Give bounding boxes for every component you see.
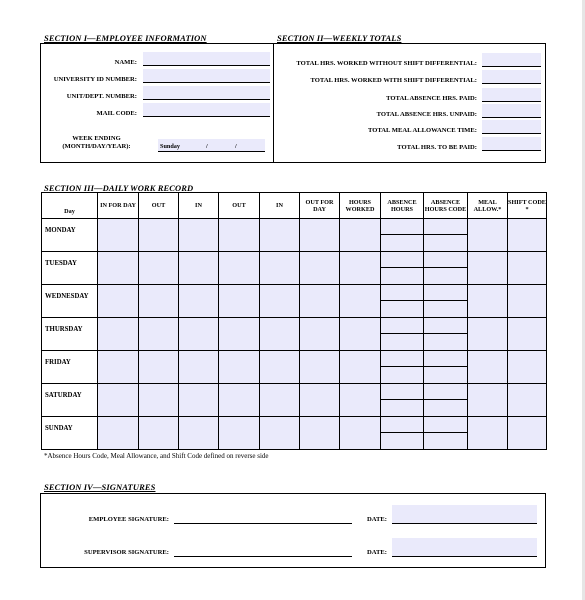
university-id-field[interactable] [143, 69, 270, 83]
week-ending-field[interactable] [158, 139, 265, 152]
in-3-cell[interactable] [260, 285, 300, 318]
out-1-cell[interactable] [139, 285, 179, 318]
section1-title: SECTION I—EMPLOYEE INFORMATION [44, 33, 207, 43]
absence-hours-code-line-1[interactable] [424, 417, 467, 433]
absence-hours-code-line-1[interactable] [424, 384, 467, 400]
meal-allow-cell[interactable] [468, 219, 508, 252]
absence-hours-code-line-1[interactable] [424, 252, 467, 268]
absence-hours-line-1[interactable] [381, 318, 423, 334]
day-cell: TUESDAY [42, 252, 98, 285]
footnote: *Absence Hours Code, Meal Allowance, and Shift Code defined on reverse side [44, 452, 269, 460]
section3-title: SECTION III—DAILY WORK RECORD [44, 183, 194, 193]
table-row [42, 417, 547, 450]
supervisor-date-field[interactable] [392, 538, 537, 557]
out-2-cell[interactable] [219, 351, 260, 384]
absence-hours-code-cell[interactable] [424, 417, 468, 450]
absence-hours-line-2[interactable] [381, 301, 423, 317]
in-for-day-cell[interactable] [98, 384, 139, 417]
in-for-day-cell[interactable] [98, 417, 139, 450]
out-for-day-cell[interactable] [300, 318, 340, 351]
shift-code-cell[interactable] [508, 384, 547, 417]
shift-code-cell[interactable] [508, 318, 547, 351]
absence-hours-code-line-1[interactable] [424, 285, 467, 301]
hrs-without-diff-field[interactable] [482, 53, 541, 67]
absence-hours-cell[interactable] [381, 285, 424, 318]
out-1-cell[interactable] [139, 351, 179, 384]
out-for-day-cell[interactable] [300, 417, 340, 450]
in-3-cell[interactable] [260, 417, 300, 450]
in-3-cell[interactable] [260, 252, 300, 285]
hours-worked-cell[interactable] [340, 318, 381, 351]
absence-hours-code-cell[interactable] [424, 384, 468, 417]
header-in-2: IN [179, 193, 219, 219]
absence-hours-cell[interactable] [381, 318, 424, 351]
absence-unpaid-field[interactable] [482, 104, 541, 118]
day-cell: THURSDAY [42, 318, 98, 351]
meal-allow-cell[interactable] [468, 417, 508, 450]
section2-title: SECTION II—WEEKLY TOTALS [277, 33, 402, 43]
absence-hours-code-line-2[interactable] [424, 367, 467, 383]
absence-hours-code-cell[interactable] [424, 285, 468, 318]
to-be-paid-label: TOTAL HRS. TO BE PAID: [397, 144, 477, 151]
in-3-cell[interactable] [260, 219, 300, 252]
absence-hours-line-1[interactable] [381, 417, 423, 433]
absence-hours-line-1[interactable] [381, 285, 423, 301]
header-day: Day [42, 193, 98, 219]
absence-hours-line-1[interactable] [381, 351, 423, 367]
day-cell: FRIDAY [42, 351, 98, 384]
in-2-cell[interactable] [179, 417, 219, 450]
table-header-row [42, 193, 547, 219]
absence-hours-line-2[interactable] [381, 367, 423, 383]
hrs-with-diff-field[interactable] [482, 70, 541, 84]
out-1-cell[interactable] [139, 318, 179, 351]
supervisor-signature-label: SUPERVISOR SIGNATURE: [84, 549, 169, 556]
name-label: NAME: [114, 59, 137, 66]
week-ending-label-2: (MONTH/DAY/YEAR): [62, 143, 131, 150]
header-hours-worked: HOURS WORKED [340, 193, 381, 219]
meal-allowance-field[interactable] [482, 120, 541, 134]
meal-allow-cell[interactable] [468, 384, 508, 417]
unit-dept-field[interactable] [143, 86, 270, 100]
date-label-2: DATE: [366, 549, 387, 556]
out-1-cell[interactable] [139, 252, 179, 285]
hours-worked-cell[interactable] [340, 252, 381, 285]
week-ending-sep1: / [206, 143, 208, 150]
shift-code-cell[interactable] [508, 351, 547, 384]
section4-title: SECTION IV—SIGNATURES [44, 482, 156, 492]
day-cell: MONDAY [42, 219, 98, 252]
absence-hours-code-line-1[interactable] [424, 318, 467, 334]
employee-signature-field[interactable] [174, 510, 352, 524]
out-for-day-cell[interactable] [300, 285, 340, 318]
hrs-with-diff-label: TOTAL HRS. WORKED WITH SHIFT DIFFERENTIAL: [310, 77, 477, 84]
out-for-day-cell[interactable] [300, 384, 340, 417]
absence-hours-code-line-2[interactable] [424, 268, 467, 284]
absence-hours-cell[interactable] [381, 384, 424, 417]
name-field[interactable] [143, 52, 270, 66]
header-out-for-day: OUT FOR DAY [300, 193, 340, 219]
employee-date-field[interactable] [392, 505, 537, 524]
table-row [42, 219, 547, 252]
out-2-cell[interactable] [219, 219, 260, 252]
header-meal-allow: MEAL ALLOW.* [468, 193, 508, 219]
absence-hours-cell[interactable] [381, 252, 424, 285]
out-2-cell[interactable] [219, 417, 260, 450]
in-2-cell[interactable] [179, 219, 219, 252]
out-1-cell[interactable] [139, 384, 179, 417]
hours-worked-cell[interactable] [340, 351, 381, 384]
absence-hours-cell[interactable] [381, 417, 424, 450]
absence-hours-code-cell[interactable] [424, 219, 468, 252]
to-be-paid-field[interactable] [482, 137, 541, 151]
header-absence-hours: ABSENCE HOURS [381, 193, 424, 219]
absence-hours-line-2[interactable] [381, 268, 423, 284]
meal-allow-cell[interactable] [468, 285, 508, 318]
absence-paid-field[interactable] [482, 88, 541, 102]
absence-hours-line-2[interactable] [381, 334, 423, 350]
hours-worked-cell[interactable] [340, 285, 381, 318]
week-ending-day: Sunday [160, 143, 180, 150]
in-2-cell[interactable] [179, 252, 219, 285]
absence-hours-line-2[interactable] [381, 235, 423, 251]
hrs-without-diff-label: TOTAL HRS. WORKED WITHOUT SHIFT DIFFERENTIAL: [296, 60, 477, 67]
day-cell: SUNDAY [42, 417, 98, 450]
absence-hours-line-1[interactable] [381, 219, 423, 235]
meal-allow-cell[interactable] [468, 318, 508, 351]
absence-hours-code-line-2[interactable] [424, 433, 467, 449]
table-row [42, 318, 547, 351]
absence-hours-code-line-2[interactable] [424, 235, 467, 251]
date-label-1: DATE: [366, 516, 387, 523]
mail-code-label: MAIL CODE: [96, 110, 137, 117]
absence-hours-line-1[interactable] [381, 384, 423, 400]
header-out-2: OUT [219, 193, 260, 219]
in-3-cell[interactable] [260, 384, 300, 417]
absence-unpaid-label: TOTAL ABSENCE HRS. UNPAID: [376, 111, 477, 118]
table-row [42, 252, 547, 285]
absence-hours-code-line-2[interactable] [424, 400, 467, 416]
table-row [42, 384, 547, 417]
in-for-day-cell[interactable] [98, 219, 139, 252]
header-absence-hours-code: ABSENCE HOURS CODE [424, 193, 468, 219]
absence-hours-line-1[interactable] [381, 252, 423, 268]
out-2-cell[interactable] [219, 252, 260, 285]
out-2-cell[interactable] [219, 318, 260, 351]
table-row [42, 351, 547, 384]
hours-worked-cell[interactable] [340, 219, 381, 252]
in-2-cell[interactable] [179, 285, 219, 318]
university-id-label: UNIVERSITY ID NUMBER: [53, 76, 137, 83]
week-ending-sep2: / [235, 143, 237, 150]
unit-dept-label: UNIT/DEPT. NUMBER: [66, 93, 137, 100]
out-1-cell[interactable] [139, 417, 179, 450]
out-for-day-cell[interactable] [300, 252, 340, 285]
in-for-day-cell[interactable] [98, 252, 139, 285]
out-for-day-cell[interactable] [300, 219, 340, 252]
absence-hours-code-cell[interactable] [424, 318, 468, 351]
daily-work-table [41, 192, 547, 450]
shift-code-cell[interactable] [508, 252, 547, 285]
header-in-for-day: IN FOR DAY [98, 193, 139, 219]
week-ending-label-1: WEEK ENDING [72, 135, 121, 142]
hours-worked-cell[interactable] [340, 384, 381, 417]
hours-worked-cell[interactable] [340, 417, 381, 450]
in-for-day-cell[interactable] [98, 318, 139, 351]
out-for-day-cell[interactable] [300, 351, 340, 384]
out-1-cell[interactable] [139, 219, 179, 252]
absence-hours-line-2[interactable] [381, 400, 423, 416]
in-3-cell[interactable] [260, 351, 300, 384]
out-2-cell[interactable] [219, 285, 260, 318]
in-2-cell[interactable] [179, 351, 219, 384]
absence-hours-cell[interactable] [381, 351, 424, 384]
meal-allowance-label: TOTAL MEAL ALLOWANCE TIME: [367, 127, 477, 134]
supervisor-signature-field[interactable] [174, 543, 352, 557]
absence-hours-code-line-2[interactable] [424, 301, 467, 317]
absence-hours-code-line-1[interactable] [424, 351, 467, 367]
absence-hours-code-cell[interactable] [424, 252, 468, 285]
in-3-cell[interactable] [260, 318, 300, 351]
day-cell: SATURDAY [42, 384, 98, 417]
in-for-day-cell[interactable] [98, 285, 139, 318]
header-shift-code: SHIFT CODE * [508, 193, 547, 219]
absence-hours-code-cell[interactable] [424, 351, 468, 384]
employee-signature-label: EMPLOYEE SIGNATURE: [88, 516, 169, 523]
in-2-cell[interactable] [179, 384, 219, 417]
out-2-cell[interactable] [219, 384, 260, 417]
absence-hours-line-2[interactable] [381, 433, 423, 449]
absence-hours-cell[interactable] [381, 219, 424, 252]
absence-hours-code-line-2[interactable] [424, 334, 467, 350]
shift-code-cell[interactable] [508, 417, 547, 450]
shift-code-cell[interactable] [508, 285, 547, 318]
mail-code-field[interactable] [143, 103, 270, 117]
header-out-1: OUT [139, 193, 179, 219]
header-in-3: IN [260, 193, 300, 219]
absence-hours-code-line-1[interactable] [424, 219, 467, 235]
day-cell: WEDNESDAY [42, 285, 98, 318]
absence-paid-label: TOTAL ABSENCE HRS. PAID: [386, 95, 477, 102]
meal-allow-cell[interactable] [468, 351, 508, 384]
in-for-day-cell[interactable] [98, 351, 139, 384]
meal-allow-cell[interactable] [468, 252, 508, 285]
table-row [42, 285, 547, 318]
in-2-cell[interactable] [179, 318, 219, 351]
shift-code-cell[interactable] [508, 219, 547, 252]
